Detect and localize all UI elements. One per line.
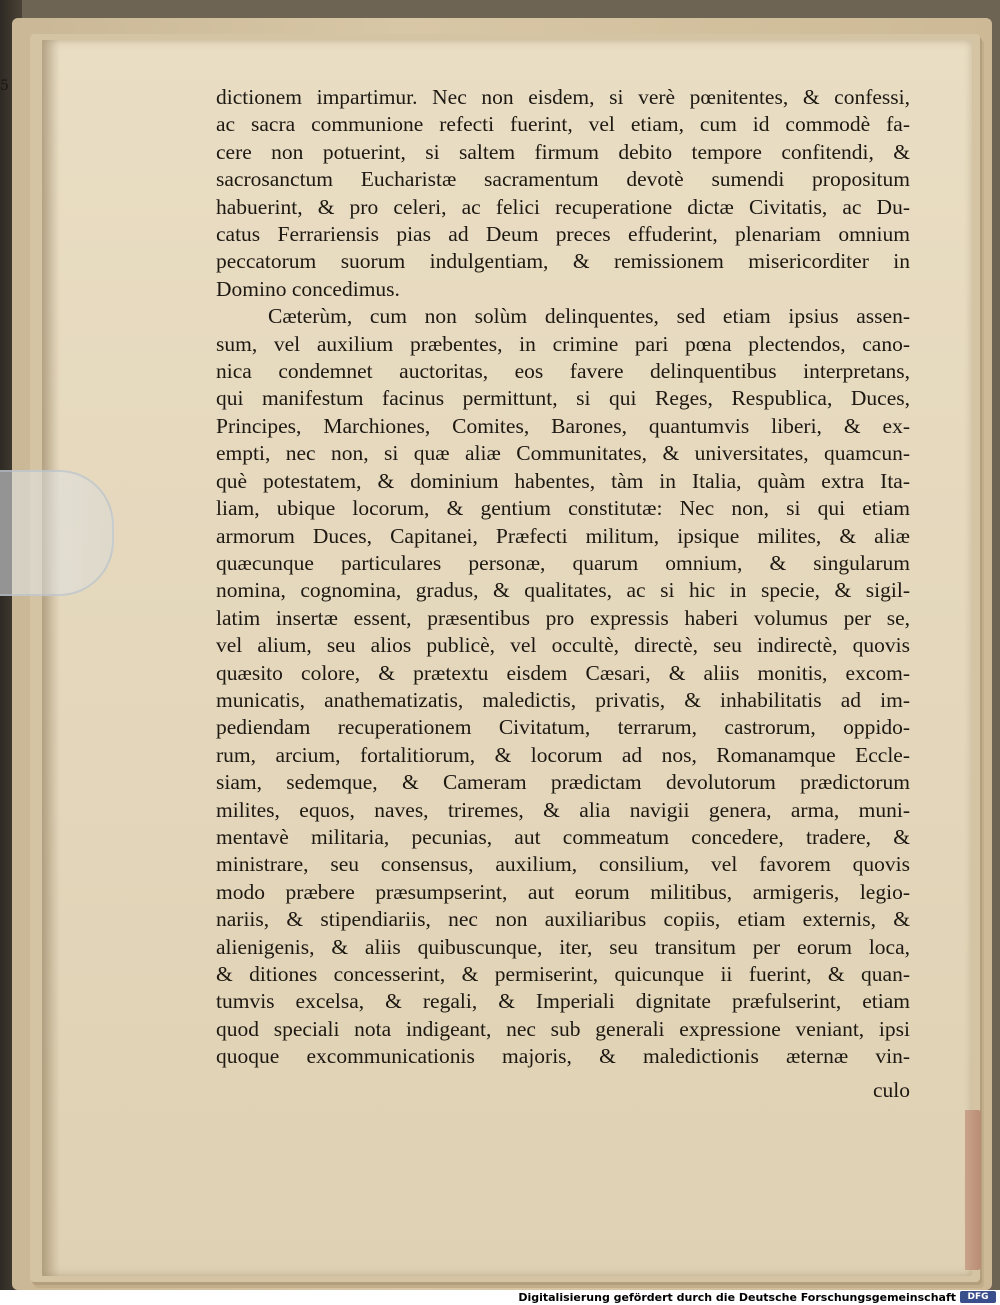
text-line: què potestatem, & dominium habentes, tàm in Italia, quàm extra Ita- — [216, 468, 910, 493]
text-line: & ditiones concesserint, & permiserint, quicunque ii fuerint, & quan- — [216, 962, 910, 986]
text-line: pediendam recuperationem Civitatum, terrarum, castrorum, oppido- — [216, 715, 910, 740]
text-line: nariis, & stipendiariis, nec non auxiliaribus copiis, etiam externis, & — [216, 907, 910, 932]
text-line: dictionem impartimur. Nec non eisdem, si verè pœnitentes, & confessi, — [216, 85, 910, 109]
text-line: vel alium, seu alios publicè, vel occultè, directè, seu indirectè, quovis — [216, 633, 910, 658]
text-line: catus Ferrariensis pias ad Deum preces effuderint, plenariam omnium — [216, 222, 910, 247]
text-line: Cæterùm, cum non solùm delinquentes, sed etiam ipsius assen- — [268, 304, 910, 329]
text-line: quoque excommunicationis majoris, & maledictionis æternæ vin- — [216, 1044, 910, 1069]
page-gutter-shadow — [42, 40, 60, 1276]
text-line: Principes, Marchiones, Comites, Barones, quantumvis liberi, & ex- — [216, 413, 910, 438]
footer-credit-text: Digitalisierung gefördert durch die Deutsche Forschungsgemeinschaft — [518, 1291, 956, 1304]
text-line: nomina, cognomina, gradus, & qualitates, ac si hic in specie, & sigil- — [216, 578, 910, 603]
text-line: habuerint, & pro celeri, ac felici recuperatione dictæ Civitatis, ac Du- — [216, 194, 910, 219]
text-line: modo præbere præsumpserint, aut eorum militibus, armigeris, legio- — [216, 879, 910, 904]
text-line: qui manifestum facinus permittunt, si qui Reges, Respublica, Duces, — [216, 386, 910, 411]
text-line: alienigenis, & aliis quibuscunque, iter, seu transitum per eorum loca, — [216, 934, 910, 959]
text-line: sacrosanctum Eucharistæ sacramentum devotè sumendi propositum — [216, 167, 910, 192]
catchword: culo — [872, 1078, 910, 1102]
text-line: Domino concedimus. — [216, 276, 400, 301]
text-line: quæsito colore, & prætextu eisdem Cæsari, & aliis monitis, excom- — [216, 660, 910, 685]
text-line: cere non potuerint, si saltem firmum debito tempore confitendi, & — [216, 139, 910, 164]
dfg-logo-icon: DFG — [960, 1291, 996, 1303]
text-line: siam, sedemque, & Cameram prædictam devolutorum prædictorum — [216, 770, 910, 795]
left-margin-mark: 5 — [0, 78, 9, 94]
text-line: milites, equos, naves, triremes, & alia navigii genera, arma, muni- — [216, 797, 910, 822]
text-line: quæcunque particulares personæ, quarum omnium, & singularum — [216, 550, 910, 575]
page-text-block — [216, 84, 910, 1071]
text-line: peccatorum suorum indulgentiam, & remissionem misericorditer in — [216, 249, 910, 274]
text-line: tumvis excelsa, & regali, & Imperiali dignitate præfulserint, etiam — [216, 989, 910, 1014]
text-line: ac sacra communione refecti fuerint, vel etiam, cum id commodè fa- — [216, 112, 910, 137]
text-line: nica condemnet auctoritas, eos favere delinquentibus interpretans, — [216, 359, 910, 384]
text-line: latim insertæ essent, præsentibus pro expressis haberi volumus per se, — [216, 605, 910, 630]
page-clip-holder — [0, 470, 114, 596]
text-line: quod speciali nota indigeant, nec sub generali expressione veniant, ipsi — [216, 1016, 910, 1041]
text-line: armorum Duces, Capitanei, Præfecti militum, ipsique milites, & aliæ — [216, 523, 910, 548]
text-line: rum, arcium, fortalitiorum, & locorum ad nos, Romanamque Eccle- — [216, 742, 910, 767]
text-line: empti, nec non, si quæ aliæ Communitates, & universitates, quamcun- — [216, 441, 910, 466]
text-line: municatis, anathematizatis, maledictis, privatis, & inhabilitatis ad im- — [216, 687, 910, 712]
red-page-edge — [965, 1110, 981, 1270]
text-line: sum, vel auxilium præbentes, in crimine pari pœna plectendos, cano- — [216, 331, 910, 356]
text-line: ministrare, seu consensus, auxilium, consilium, vel favorem quovis — [216, 852, 910, 877]
text-line: mentavè militaria, pecunias, aut commeatum concedere, tradere, & — [216, 824, 910, 849]
text-line: liam, ubique locorum, & gentium constitutæ: Nec non, si qui etiam — [216, 496, 910, 521]
